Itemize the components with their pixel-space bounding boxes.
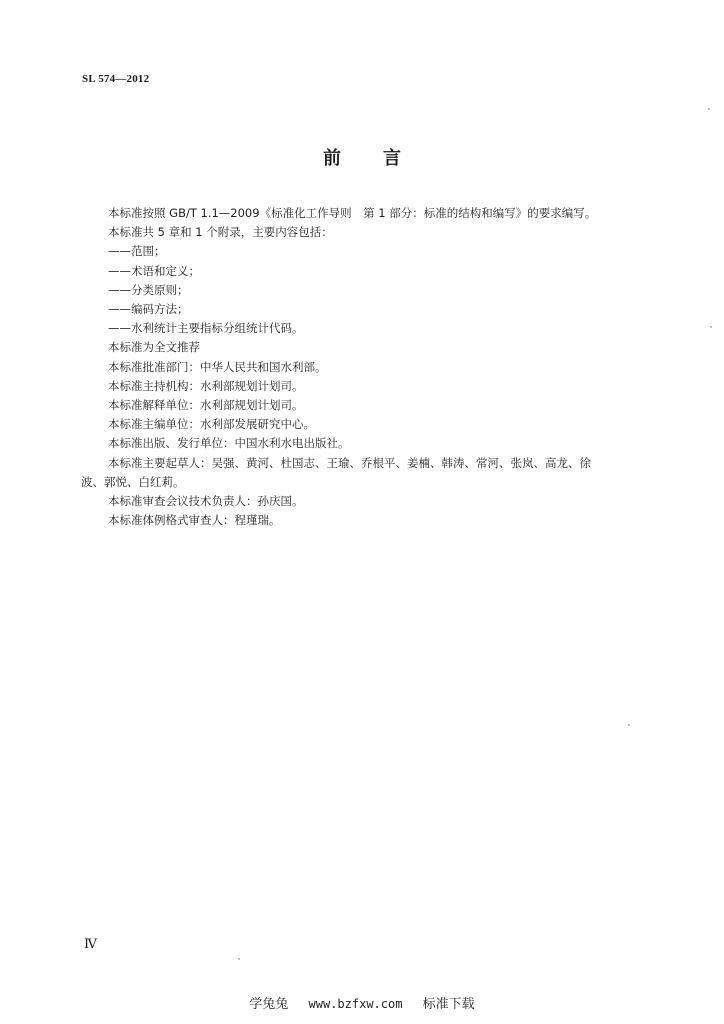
paragraph-chief-editor: 本标准主编单位：水利部发展研究中心。 <box>108 417 315 432</box>
scan-speck <box>238 958 240 960</box>
scan-speck <box>710 326 712 328</box>
list-item: ——水利统计主要指标分组统计代码。 <box>108 321 304 336</box>
paragraph-recommendation: 本标准为全文推荐 <box>108 340 200 355</box>
scan-speck <box>708 108 710 110</box>
paragraph-contents-intro: 本标准共 5 章和 1 个附录，主要内容包括： <box>108 225 333 240</box>
page-number: Ⅳ <box>84 936 97 951</box>
footer-url: www.bzfxw.com <box>308 997 403 1011</box>
paragraph-interpretation-unit: 本标准解释单位：水利部规划计划司。 <box>108 398 304 413</box>
page-title <box>0 144 724 170</box>
paragraph-drafting-rules: 本标准按照 GB/T 1.1—2009《标准化工作导则 第 1 部分：标准的结构和编写》的要求编写。 <box>108 206 597 220</box>
foreword-body <box>81 204 648 530</box>
standard-code: SL 574—2012 <box>82 73 150 85</box>
list-item: ——分类原则； <box>108 282 189 297</box>
scan-speck <box>628 724 630 726</box>
list-item: ——范围； <box>108 244 166 259</box>
title-char-2: 言 <box>383 148 401 169</box>
title-char-1: 前 <box>323 148 341 169</box>
footer-tagline: 标准下载 <box>422 997 475 1012</box>
list-item: ——编码方法； <box>108 302 189 317</box>
paragraph-publisher: 本标准出版、发行单位：中国水利水电出版社。 <box>108 436 350 451</box>
footer-watermark <box>0 993 724 1012</box>
footer-site-name: 学兔兔 <box>249 997 289 1012</box>
paragraph-review-lead: 本标准审查会议技术负责人：孙庆国。 <box>108 494 304 509</box>
paragraph-host-org: 本标准主持机构：水利部规划计划司。 <box>108 378 304 393</box>
list-item: ——术语和定义； <box>108 263 200 278</box>
paragraph-drafters: 本标准主要起草人：吴强、黄河、杜国志、王瑜、乔根平、姜楠、韩涛、常河、张岚、高龙、徐 <box>108 455 591 470</box>
paragraph-drafters-cont: 波、郭悦、白红莉。 <box>81 474 185 489</box>
paragraph-approval-dept: 本标准批准部门：中华人民共和国水利部。 <box>108 359 327 374</box>
paragraph-format-reviewer: 本标准体例格式审查人：程瑾瑞。 <box>108 513 281 528</box>
